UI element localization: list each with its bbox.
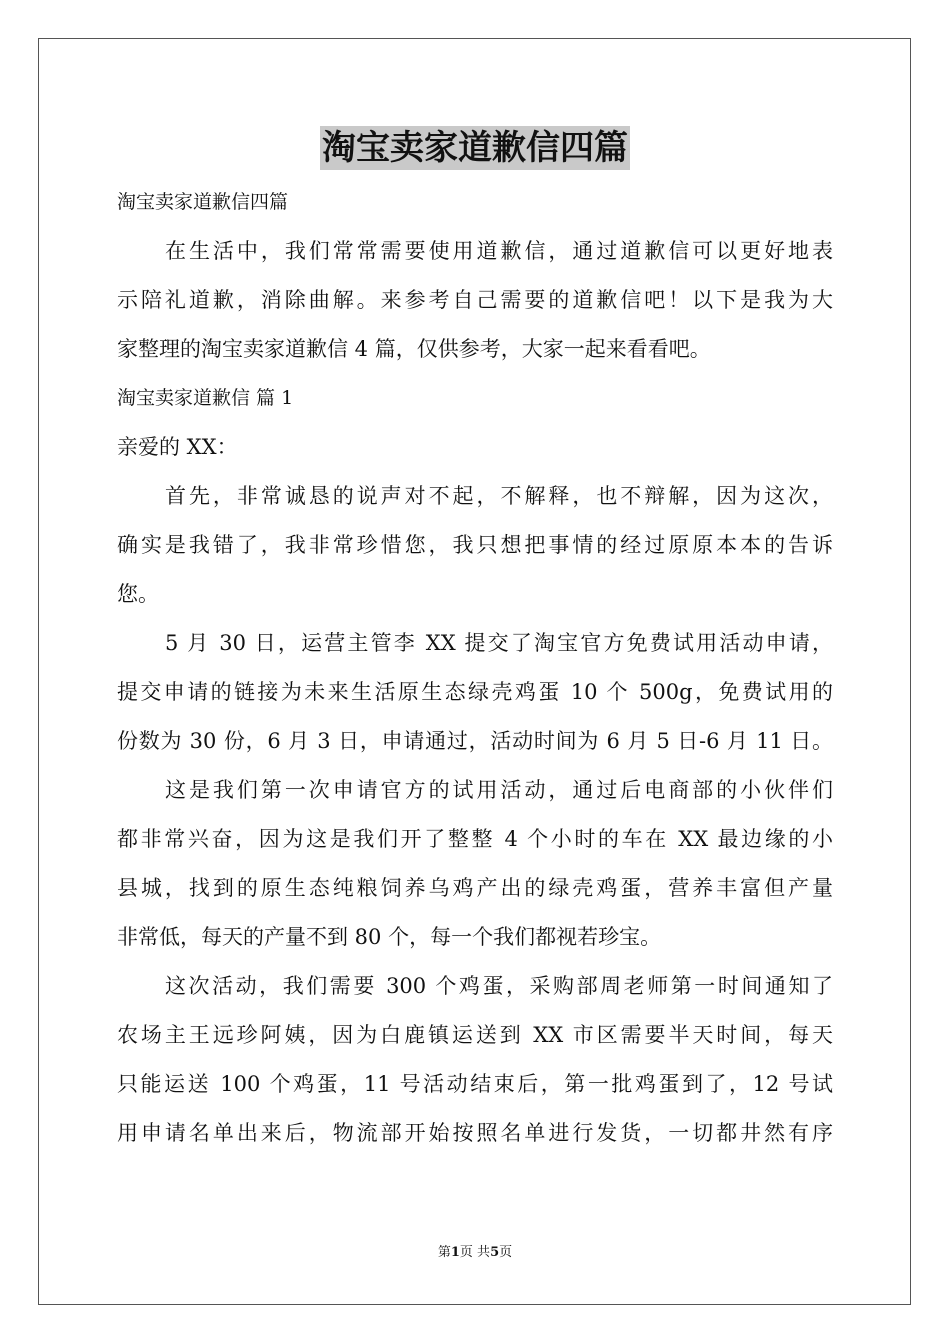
body-line: 份数为 30 份，6 月 3 日，申请通过，活动时间为 6 月 5 日-6 月 11 日。	[117, 729, 833, 753]
body-line: 确实是我错了，我非常珍惜您，我只想把事情的经过原原本本的告诉	[117, 533, 833, 557]
page-footer	[0, 1244, 950, 1262]
intro-line: 示陪礼道歉，消除曲解。来参考自己需要的道歉信吧！以下是我为大	[117, 288, 833, 312]
body-line: 这是我们第一次申请官方的试用活动，通过后电商部的小伙伴们	[165, 778, 833, 802]
document-body	[117, 178, 833, 1158]
footer-middle: 页 共	[459, 1245, 491, 1260]
footer-total-pages: 5	[490, 1245, 500, 1260]
body-line: 这次活动，我们需要 300 个鸡蛋，采购部周老师第一时间通知了	[165, 974, 833, 998]
title-block	[0, 126, 950, 170]
intro-line: 在生活中，我们常常需要使用道歉信，通过道歉信可以更好地表	[165, 239, 833, 263]
body-line: 5 月 30 日，运营主管李 XX 提交了淘宝官方免费试用活动申请，	[165, 631, 833, 655]
subtitle-line: 淘宝卖家道歉信四篇	[117, 191, 289, 213]
body-line: 提交申请的链接为未来生活原生态绿壳鸡蛋 10 个 500g，免费试用的	[117, 680, 833, 704]
section-heading: 淘宝卖家道歉信 篇 1	[117, 387, 294, 409]
body-line: 县城，找到的原生态纯粮饲养乌鸡产出的绿壳鸡蛋，营养丰富但产量	[117, 876, 833, 900]
intro-line: 家整理的淘宝卖家道歉信 4 篇，仅供参考，大家一起来看看吧。	[117, 337, 711, 361]
salutation-line: 亲爱的 XX：	[117, 435, 238, 459]
body-line: 您。	[117, 582, 159, 606]
footer-current-page: 1	[450, 1245, 460, 1260]
body-line: 农场主王远珍阿姨，因为白鹿镇运送到 XX 市区需要半天时间，每天	[117, 1023, 833, 1047]
footer-suffix: 页	[499, 1245, 513, 1260]
body-line: 都非常兴奋，因为这是我们开了整整 4 个小时的车在 XX 最边缘的小	[117, 827, 833, 851]
body-line: 用申请名单出来后，物流部开始按照名单进行发货，一切都井然有序	[117, 1121, 833, 1145]
body-line: 非常低，每天的产量不到 80 个，每一个我们都视若珍宝。	[117, 925, 662, 949]
footer-prefix: 第	[437, 1245, 451, 1260]
body-line: 首先，非常诚恳的说声对不起，不解释，也不辩解，因为这次，	[165, 484, 833, 508]
document-title: 淘宝卖家道歉信四篇	[322, 128, 628, 168]
body-line: 只能运送 100 个鸡蛋，11 号活动结束后，第一批鸡蛋到了，12 号试	[117, 1072, 833, 1096]
